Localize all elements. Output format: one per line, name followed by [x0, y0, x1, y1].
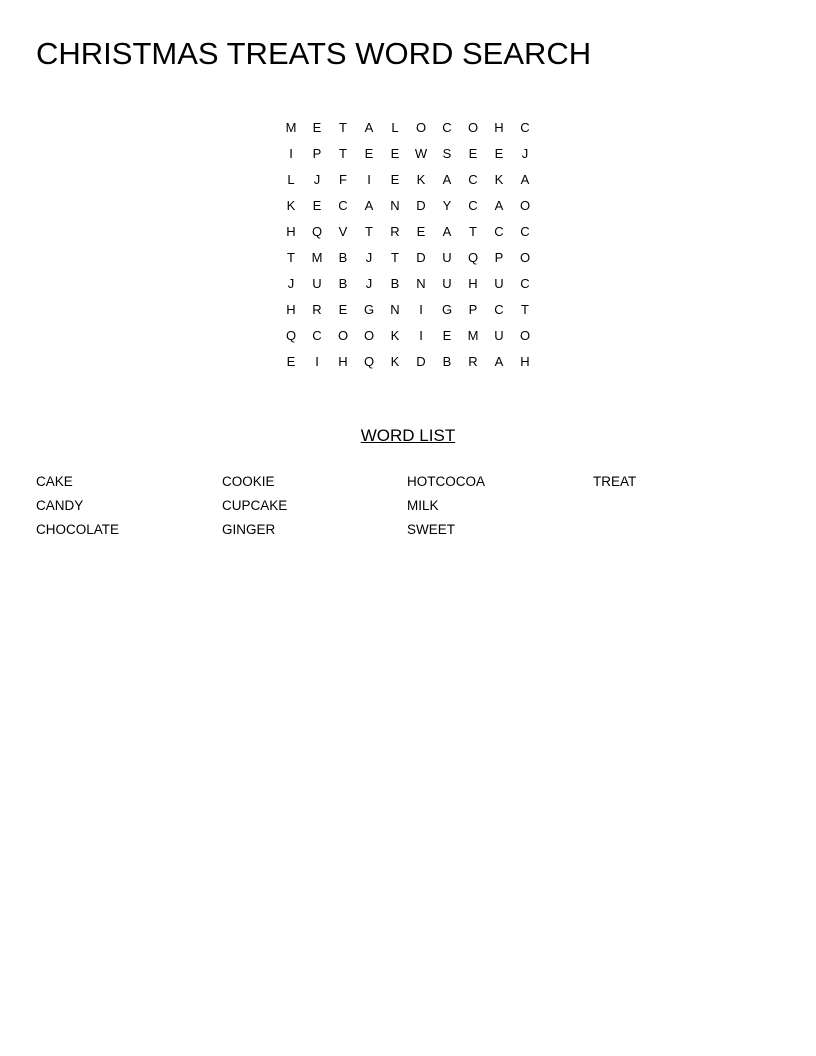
grid-cell: T — [339, 120, 347, 135]
grid-cell: K — [416, 172, 426, 187]
grid-cell: J — [287, 276, 295, 291]
grid-cell: R — [390, 224, 400, 239]
grid-cell: U — [494, 276, 504, 291]
word-item: GINGER — [222, 522, 276, 537]
grid-cell: B — [442, 354, 452, 369]
grid-cell: H — [520, 354, 530, 369]
word-item: CHOCOLATE — [36, 522, 120, 537]
grid-cell: P — [312, 146, 322, 161]
grid-cell: A — [442, 172, 452, 187]
grid-cell: H — [338, 354, 348, 369]
grid-cell: U — [312, 276, 322, 291]
word-item: COOKIE — [222, 474, 275, 489]
grid-cell: D — [416, 354, 426, 369]
page-title: CHRISTMAS TREATS WORD SEARCH — [36, 36, 592, 71]
grid-cell: C — [468, 172, 478, 187]
word-item: CUPCAKE — [222, 498, 288, 513]
grid-cell: D — [416, 198, 426, 213]
grid-cell: B — [338, 276, 348, 291]
grid-cell: C — [442, 120, 452, 135]
word-item: HOTCOCOA — [407, 474, 486, 489]
grid-cell: I — [419, 302, 423, 317]
grid-cell: O — [519, 328, 531, 343]
grid-cell: C — [520, 224, 530, 239]
grid-cell: A — [442, 224, 452, 239]
grid-cell: M — [467, 328, 479, 343]
grid-cell: C — [494, 302, 504, 317]
grid-cell: R — [312, 302, 322, 317]
word-column-2 — [222, 470, 402, 542]
grid-cell: R — [468, 354, 478, 369]
grid-cell: C — [338, 198, 348, 213]
word-item: SWEET — [407, 522, 456, 537]
grid-cell: A — [520, 172, 530, 187]
grid-cell: C — [520, 276, 530, 291]
grid-cell: K — [286, 198, 296, 213]
grid-cell: Q — [285, 328, 297, 343]
grid-cell: F — [339, 172, 347, 187]
grid-cell: U — [494, 328, 504, 343]
word-item: CANDY — [36, 498, 84, 513]
grid-cell: J — [365, 276, 373, 291]
grid-cell: T — [469, 224, 477, 239]
grid-cell: E — [494, 146, 504, 161]
grid-cell: T — [365, 224, 373, 239]
word-item: MILK — [407, 498, 439, 513]
grid-cell: I — [419, 328, 423, 343]
grid-cell: P — [468, 302, 478, 317]
grid-cell: E — [390, 172, 400, 187]
grid-cell: T — [391, 250, 399, 265]
grid-cell: J — [365, 250, 373, 265]
grid-cell: E — [442, 328, 452, 343]
grid-cell: A — [494, 198, 504, 213]
grid-cell: Q — [467, 250, 479, 265]
grid-cell: N — [416, 276, 426, 291]
grid-cell: C — [468, 198, 478, 213]
grid-cell: A — [364, 198, 374, 213]
grid-cell: I — [315, 354, 319, 369]
grid-cell: M — [311, 250, 323, 265]
grid-cell: E — [416, 224, 426, 239]
grid-cell: E — [338, 302, 348, 317]
grid-cell: K — [390, 328, 400, 343]
grid-cell: D — [416, 250, 426, 265]
grid-cell: E — [468, 146, 478, 161]
grid-cell: L — [287, 172, 295, 187]
grid-cell: O — [519, 198, 531, 213]
grid-cell: G — [363, 302, 375, 317]
grid-cell: O — [363, 328, 375, 343]
grid-cell: K — [390, 354, 400, 369]
grid-cell: I — [289, 146, 293, 161]
grid-cell: S — [442, 146, 452, 161]
word-item: TREAT — [593, 474, 637, 489]
grid-cell: A — [364, 120, 374, 135]
grid-cell: P — [494, 250, 504, 265]
word-list-heading: WORD LIST — [360, 426, 456, 445]
grid-cell: V — [338, 224, 348, 239]
grid-cell: Y — [442, 198, 452, 213]
grid-cell: C — [312, 328, 322, 343]
grid-cell: C — [520, 120, 530, 135]
grid-cell: K — [494, 172, 504, 187]
grid-cell: Q — [363, 354, 375, 369]
grid-cell: E — [312, 198, 322, 213]
grid-cell: E — [286, 354, 296, 369]
grid-cell: A — [494, 354, 504, 369]
word-column-1 — [36, 470, 216, 542]
word-column-4 — [593, 470, 773, 494]
grid-cell: T — [339, 146, 347, 161]
grid-cell: T — [287, 250, 295, 265]
grid-cell: O — [337, 328, 349, 343]
grid-cell: U — [442, 276, 452, 291]
grid-cell: E — [390, 146, 400, 161]
grid-cell: O — [415, 120, 427, 135]
grid-cell: O — [467, 120, 479, 135]
grid-cell: U — [442, 250, 452, 265]
grid-cell: H — [286, 302, 296, 317]
letter-grid — [278, 115, 538, 375]
grid-cell: J — [521, 146, 529, 161]
grid-cell: B — [338, 250, 348, 265]
grid-cell: O — [519, 250, 531, 265]
grid-cell: M — [285, 120, 297, 135]
grid-cell: I — [367, 172, 371, 187]
grid-cell: L — [391, 120, 399, 135]
word-item: CAKE — [36, 474, 73, 489]
grid-cell: H — [494, 120, 504, 135]
grid-cell: N — [390, 198, 400, 213]
grid-cell: N — [390, 302, 400, 317]
grid-cell: C — [494, 224, 504, 239]
grid-cell: Q — [311, 224, 323, 239]
grid-cell: E — [364, 146, 374, 161]
grid-cell: T — [521, 302, 529, 317]
grid-cell: H — [286, 224, 296, 239]
grid-cell: H — [468, 276, 478, 291]
grid-cell: J — [313, 172, 321, 187]
grid-cell: E — [312, 120, 322, 135]
grid-cell: B — [390, 276, 400, 291]
grid-cell: W — [414, 146, 428, 161]
grid-cell: G — [441, 302, 453, 317]
word-column-3 — [407, 470, 587, 542]
